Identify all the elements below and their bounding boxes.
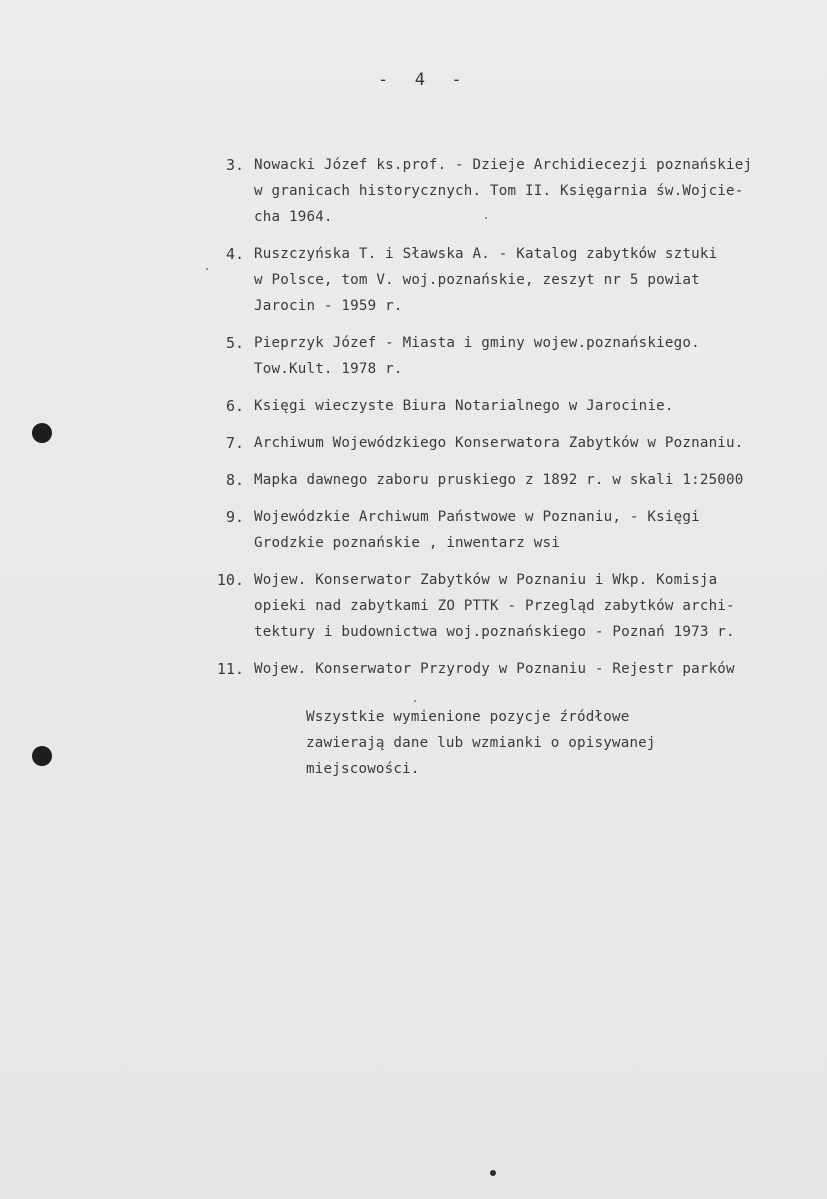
list-item bbox=[190, 152, 820, 230]
item-number: 5. bbox=[225, 334, 244, 352]
item-line: w granicach historycznych. Tom II. Księgarnia św.Wojcie- bbox=[254, 183, 744, 199]
item-line: Mapka dawnego zaboru pruskiego z 1892 r. w skali 1:25000 bbox=[254, 472, 744, 488]
list-item bbox=[190, 656, 820, 682]
item-number: 7. bbox=[225, 434, 244, 452]
list-item bbox=[190, 330, 820, 382]
item-number: 11. bbox=[216, 660, 244, 678]
item-number: 10. bbox=[216, 571, 244, 589]
list-item bbox=[190, 241, 820, 319]
list-item bbox=[190, 393, 820, 419]
ink-dot bbox=[490, 1170, 496, 1176]
item-line: Tow.Kult. 1978 r. bbox=[254, 361, 403, 377]
punch-hole bbox=[32, 423, 52, 443]
item-number: 3. bbox=[225, 156, 244, 174]
item-number: 6. bbox=[225, 397, 244, 415]
note-line: zawierają dane lub wzmianki o opisywanej bbox=[306, 735, 656, 751]
punch-hole bbox=[32, 746, 52, 766]
paper-speck bbox=[485, 217, 487, 219]
item-line: Wojew. Konserwator Przyrody w Poznaniu - Rejestr parków bbox=[254, 661, 735, 677]
list-item bbox=[190, 567, 820, 645]
item-line: w Polsce, tom V. woj.poznańskie, zeszyt nr 5 powiat bbox=[254, 272, 700, 288]
item-line: Grodzkie poznańskie , inwentarz wsi bbox=[254, 535, 560, 551]
page-number: - 4 - bbox=[378, 70, 464, 90]
item-line: opieki nad zabytkami ZO PTTK - Przegląd zabytków archi- bbox=[254, 598, 735, 614]
note-line: Wszystkie wymienione pozycje źródłowe bbox=[306, 709, 630, 725]
note-line: miejscowości. bbox=[306, 761, 420, 777]
item-line: cha 1964. bbox=[254, 209, 333, 225]
item-number: 9. bbox=[225, 508, 244, 526]
item-number: 8. bbox=[225, 471, 244, 489]
item-line: Jarocin - 1959 r. bbox=[254, 298, 403, 314]
item-line: Wojewódzkie Archiwum Państwowe w Poznaniu, - Księgi bbox=[254, 509, 700, 525]
item-line: Ruszczyńska T. i Sławska A. - Katalog zabytków sztuki bbox=[254, 246, 718, 262]
item-line: tektury i budownictwa woj.poznańskiego - Poznań 1973 r. bbox=[254, 624, 735, 640]
list-item bbox=[190, 504, 820, 556]
paper-speck bbox=[206, 268, 208, 270]
item-line: Nowacki Józef ks.prof. - Dzieje Archidiecezji poznańskiej bbox=[254, 157, 753, 173]
item-number: 4. bbox=[225, 245, 244, 263]
list-item bbox=[190, 430, 820, 456]
list-item bbox=[190, 467, 820, 493]
paper-speck bbox=[414, 700, 416, 702]
closing-note bbox=[306, 704, 656, 782]
item-line: Wojew. Konserwator Zabytków w Poznaniu i Wkp. Komisja bbox=[254, 572, 718, 588]
item-line: Księgi wieczyste Biura Notarialnego w Jarocinie. bbox=[254, 398, 674, 414]
bibliography-list bbox=[190, 152, 820, 693]
item-line: Pieprzyk Józef - Miasta i gminy wojew.poznańskiego. bbox=[254, 335, 700, 351]
item-line: Archiwum Wojewódzkiego Konserwatora Zabytków w Poznaniu. bbox=[254, 435, 744, 451]
